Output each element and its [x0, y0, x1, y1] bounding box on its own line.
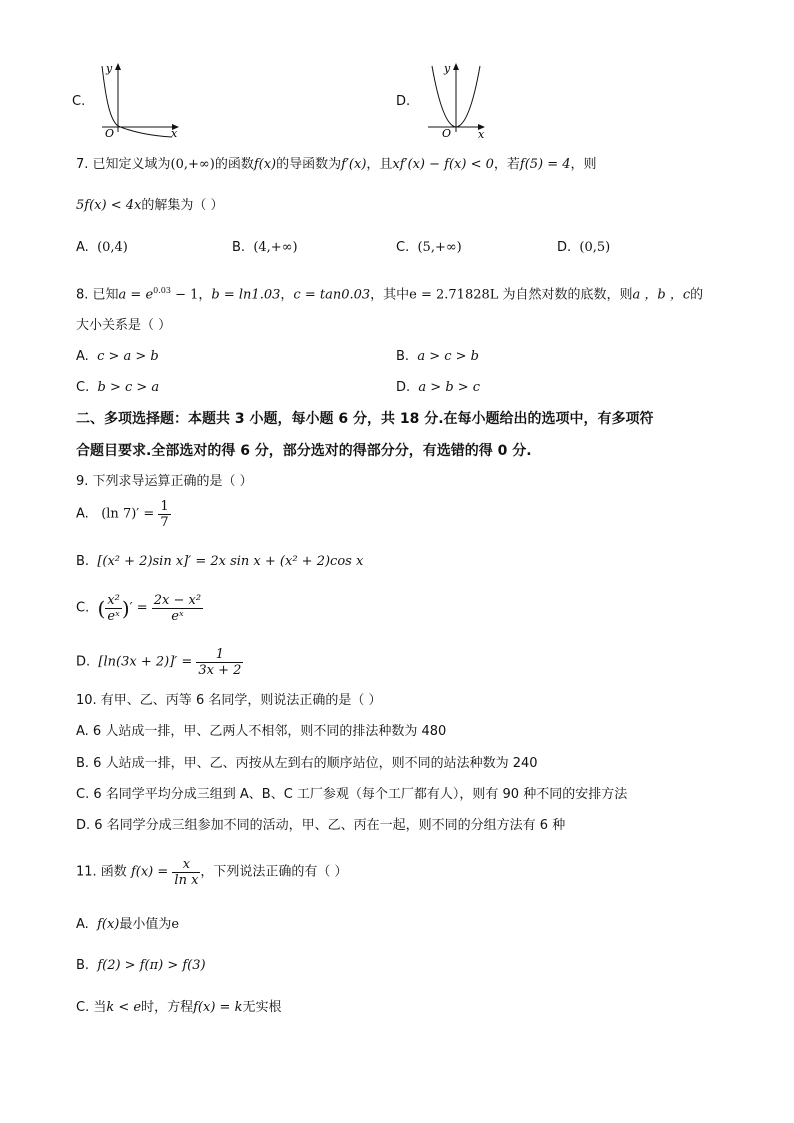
- section2-heading-line1: 二、多项选择题：本题共 3 小题，每小题 6 分，共 18 分.在每小题给出的选项中，有多项符: [76, 411, 654, 427]
- q9-stem: 9. 下列求导运算正确的是（ ）: [76, 474, 253, 489]
- q11-option-b[interactable]: B. f(2) > f(π) > f(3): [76, 958, 206, 973]
- origin-label: O: [442, 127, 452, 138]
- q7-option-c[interactable]: C. (5,+∞): [396, 240, 462, 255]
- q11-option-c[interactable]: C. 当k < e时，方程f(x) = k无实根: [76, 1000, 282, 1015]
- q11-stem: 11. 函数 f(x) = $\frac{x}{\text{ln x}}$ ，下列说法正确的有（ ）: [76, 857, 348, 888]
- option-c-label: C.: [72, 94, 86, 109]
- q10-option-a[interactable]: A. 6 人站成一排，甲、乙两人不相邻，则不同的排法种数为 480: [76, 724, 447, 739]
- q7-option-d[interactable]: D. (0,5): [557, 240, 611, 255]
- q10-stem: 10. 有甲、乙、丙等 6 名同学，则说法正确的是（ ）: [76, 693, 382, 708]
- option-d-graph: [418, 60, 508, 138]
- y-axis-arrow: [453, 63, 459, 70]
- option-c-graph: [92, 60, 182, 138]
- q8-option-b[interactable]: B. a > c > b: [396, 349, 479, 364]
- q10-option-d[interactable]: D. 6 名同学分成三组参加不同的活动，甲、乙、丙在一起，则不同的分组方法有 6 种: [76, 818, 566, 833]
- q10-option-b[interactable]: B. 6 人站成一排，甲、乙、丙按从左到右的顺序站位，则不同的站法种数为 240: [76, 756, 538, 771]
- y-axis-arrow: [115, 63, 121, 70]
- q9-option-d[interactable]: D. [ln(3x + 2)]′ = $\frac{1}{3x + 2}$: [76, 647, 242, 678]
- q9-option-a[interactable]: A. (ln 7)′ = $\frac{1}{7}$: [76, 499, 169, 530]
- x-axis-label: x: [171, 127, 178, 138]
- y-axis-label: y: [106, 62, 113, 75]
- q9-option-b[interactable]: B. [(x² + 2)sin x]′ = 2x sin x + (x² + 2)cos x: [76, 554, 364, 569]
- q7-stem: 7. 已知定义域为(0,+∞)的函数f(x)的导函数为f′(x)，且xf′(x) − f(x) < 0，若f(5) = 4，则: [76, 157, 597, 172]
- x-axis-label: x: [478, 128, 485, 138]
- q8-option-d[interactable]: D. a > b > c: [396, 380, 481, 395]
- option-d-label: D.: [396, 94, 411, 109]
- origin-label: O: [105, 127, 115, 138]
- q8-stem: 8. 已知$a = e^{0.03} - 1$，b = ln1.03，c = tan0.03，其中e = 2.71828L 为自然对数的底数，则a ，b ，c的: [76, 286, 704, 303]
- q7-option-b[interactable]: B. (4,+∞): [232, 240, 298, 255]
- q8-option-c[interactable]: C. b > c > a: [76, 380, 160, 395]
- q8-option-a[interactable]: A. c > a > b: [76, 349, 159, 364]
- q7-option-a[interactable]: A. (0,4): [76, 240, 128, 255]
- q11-option-a[interactable]: A. f(x)最小值为e: [76, 917, 180, 932]
- q9-option-c[interactable]: C. ( $\frac{\text{x²}}{\text{eˣ}}$ )′ = $\frac{\text{2x − x²}}{\text{eˣ}}$: [76, 593, 202, 624]
- q10-option-c[interactable]: C. 6 名同学平均分成三组到 A、B、C 工厂参观（每个工厂都有人），则有 90 种不同的安排方法: [76, 787, 628, 802]
- q7-stem-line2: 5f(x) < 4x的解集为（ ）: [76, 198, 224, 213]
- section2-heading-line2: 合题目要求.全部选对的得 6 分，部分选对的得部分分，有选错的得 0 分.: [76, 443, 532, 459]
- q8-stem-line2: 大小关系是（ ）: [76, 318, 172, 333]
- y-axis-label: y: [444, 62, 451, 75]
